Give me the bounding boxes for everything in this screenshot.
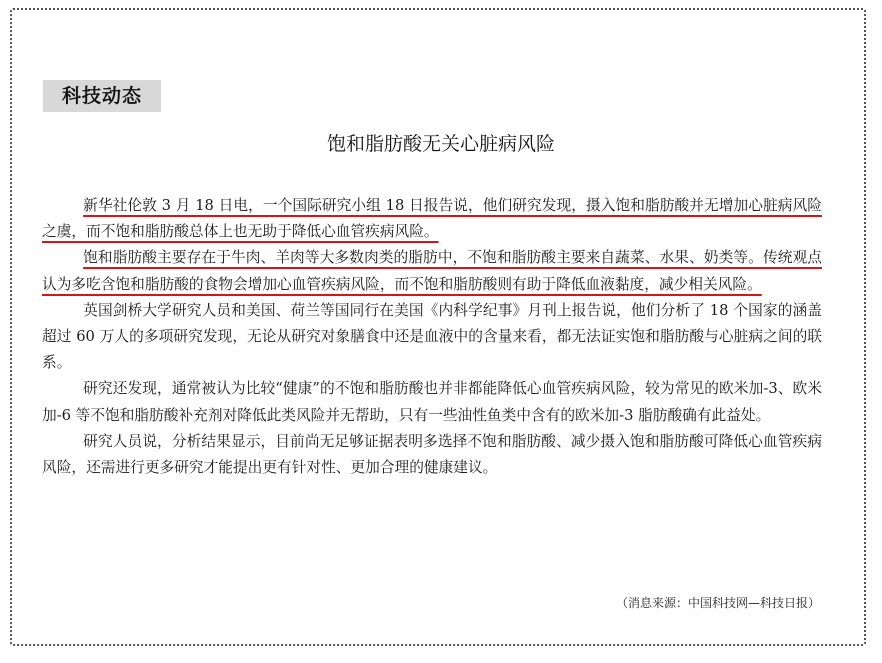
paragraph-text: 研究还发现，通常被认为比较“健康”的不饱和脂肪酸也并非都能降低心血管疾病风险，较为常见的欧米加-3、欧米加-6 等不饱和脂肪酸补充剂对降低此类风险并无帮助，只有一些油性鱼类中含有的欧米加-3 脂肪酸确有此益处。 (42, 380, 822, 424)
highlighted-text: 饱和脂肪酸主要存在于牛肉、羊肉等大多数肉类的脂肪中，不饱和脂肪酸主要来自蔬菜、水果、奶类等。传统观点认为多吃含饱和脂肪酸的食物会增加心血管疾病风险，而不饱和脂肪酸则有助于降低血液黏度，减少相关风险。 (42, 249, 822, 293)
paragraph-5 (42, 429, 822, 481)
article-title: 饱和脂肪酸无关心脏病风险 (326, 133, 555, 155)
paragraph-1 (42, 193, 822, 245)
source-credit: （消息来源：中国科技网—科技日报） (615, 596, 820, 610)
paragraph-2 (42, 245, 822, 297)
article-body (42, 193, 822, 481)
highlighted-text: 新华社伦敦 3 月 18 日电，一个国际研究小组 18 日报告说，他们研究发现，摄入饱和脂肪酸并无增加心脏病风险之虞，而不饱和脂肪酸总体上也无助于降低心血管疾病风险。 (42, 197, 822, 241)
paragraph-text: 英国剑桥大学研究人员和美国、荷兰等国同行在美国《内科学纪事》月刊上报告说，他们分析了 18 个国家的涵盖超过 60 万人的多项研究发现，无论从研究对象膳食中还是血液中的含量来看，都无法证实饱和脂肪酸与心脏病之间的联系。 (42, 301, 822, 372)
column-label: 科技动态 (43, 80, 161, 112)
paragraph-text: 研究人员说，分析结果显示，目前尚无足够证据表明多选择不饱和脂肪酸、减少摄入饱和脂肪酸可降低心血管疾病风险，还需进行更多研究才能提出更有针对性、更加合理的健康建议。 (42, 432, 822, 477)
paragraph-4 (42, 376, 822, 428)
paragraph-3 (42, 298, 822, 377)
